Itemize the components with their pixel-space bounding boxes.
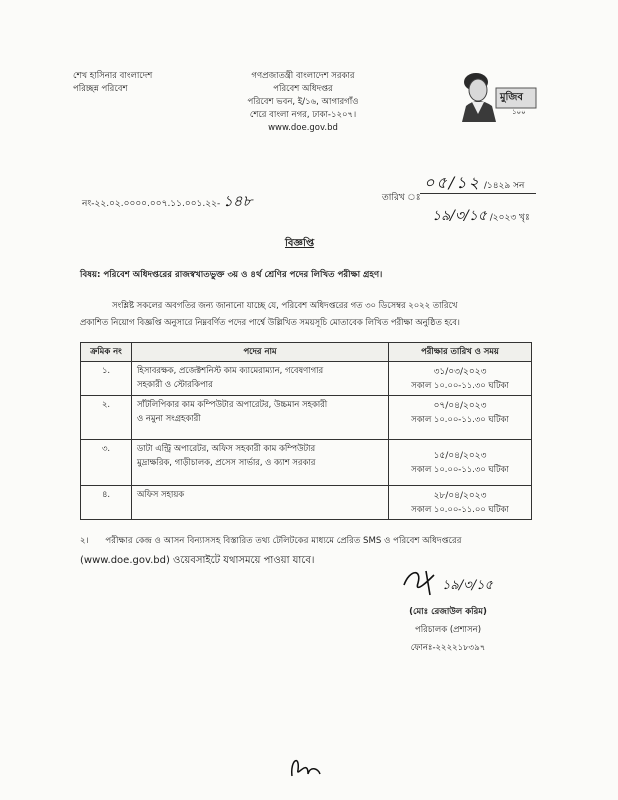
row-serial: ১. bbox=[81, 362, 132, 396]
post-line-2: ও নমুনা সংগ্রহকারী bbox=[137, 413, 201, 423]
table-row bbox=[81, 440, 532, 486]
row-post bbox=[132, 486, 389, 520]
header-address1: পরিবেশ ভবন, ই/১৬, আগারগাঁও bbox=[247, 97, 359, 107]
table-header-row bbox=[81, 343, 532, 362]
header-left-line1: শেখ হাসিনার বাংলাদেশ bbox=[73, 71, 153, 81]
header-left-line2: পরিচ্ছন্ন পরিবেশ bbox=[73, 84, 128, 94]
row-date-time bbox=[389, 396, 532, 440]
header-dept: পরিবেশ অধিদপ্তর bbox=[273, 84, 333, 94]
table-row bbox=[81, 362, 532, 396]
exam-time: সকাল ১০.০০-১১.৩০ ঘটিকা bbox=[411, 464, 509, 474]
exam-date: ০৭/০৪/২০২৩ bbox=[433, 401, 487, 411]
logo-text: মুজিব bbox=[500, 92, 523, 103]
header-govt: গণপ্রজাতন্ত্রী বাংলাদেশ সরকার bbox=[251, 71, 355, 81]
row-date-time bbox=[389, 440, 532, 486]
signatory-name: (মোঃ রেজাউল করিম) bbox=[409, 607, 487, 617]
signatory-phone: ফোনঃ-২২২২১৮৩৯৭ bbox=[410, 643, 486, 653]
date-greg-hand: ১৯/৩/১৫ bbox=[432, 208, 487, 224]
exam-date: ১৫/০৪/২০২৩ bbox=[433, 451, 487, 461]
para2-line2: (www.doe.gov.bd) ওয়েবসাইটে যথাসময়ে পাওয়া যাবে। bbox=[80, 555, 315, 566]
exam-schedule-table bbox=[80, 342, 532, 520]
memo-number-text: নং-২২.০২.০০০০.০০৭.১১.০০১.২২- bbox=[82, 199, 221, 209]
header-serial: ক্রমিক নং bbox=[81, 343, 132, 362]
exam-time: সকাল ১০.০০-১১.৩০ ঘটিকা bbox=[411, 414, 509, 424]
exam-date: ২৮/০৪/২০২৩ bbox=[433, 491, 487, 501]
mujib-100-logo bbox=[452, 62, 538, 128]
post-line-2: সহকারী ও স্টোরকিপার bbox=[137, 379, 213, 389]
header-date-time: পরীক্ষার তারিখ ও সময় bbox=[389, 343, 532, 362]
logo-subtext: ১০০ bbox=[512, 108, 526, 116]
header-left bbox=[73, 70, 152, 96]
post-line-1: ডাটা এন্ট্রি অপারেটর, অফিস সহকারী কাম কম্পিউটার bbox=[137, 443, 316, 453]
row-serial: ২. bbox=[81, 396, 132, 440]
memo-date-greg bbox=[432, 204, 582, 228]
signature-date-hand: ১৯/৩/১৫ bbox=[442, 578, 493, 593]
table-row bbox=[81, 486, 532, 520]
row-serial: ৩. bbox=[81, 440, 132, 486]
initial-scribble-icon bbox=[286, 750, 326, 780]
signatory-designation: পরিচালক (প্রশাসন) bbox=[414, 625, 482, 635]
row-date-time bbox=[389, 486, 532, 520]
portrait-icon bbox=[452, 62, 538, 128]
post-line-1: হিসাবরক্ষক, প্রজেক্টশনিস্ট কাম ক্যামেরাম্যান, গবেষণাগার bbox=[137, 365, 324, 375]
date-label: তারিখ ঃ bbox=[382, 193, 421, 203]
notice-paragraph-1 bbox=[80, 297, 540, 331]
date-bangla-suffix: /১৪২৯ সন bbox=[483, 181, 525, 191]
post-line-1: অফিস সহায়ক bbox=[137, 489, 185, 499]
memo-number-hand: ১৪৮ bbox=[223, 192, 253, 210]
post-line-2: মুদ্রাক্ষরিক, গাড়ীচালক, প্রসেস সার্ভার, ও ক্যাশ সরকার bbox=[137, 457, 316, 467]
table-row bbox=[81, 396, 532, 440]
date-greg-suffix: /২০২৩ খৃঃ bbox=[489, 213, 530, 223]
exam-time: সকাল ১০.০০-১১.০০ ঘটিকা bbox=[411, 504, 509, 514]
post-line-1: সাঁটলিপিকার কাম কম্পিউটার অপারেটর, উচ্চমান সহকারী bbox=[137, 399, 328, 409]
header-website: www.doe.gov.bd bbox=[268, 123, 338, 133]
para2-line1-text: পরীক্ষার কেন্দ্র ও আসন বিন্যাসসহ বিস্তারিত তথ্য টেলিটকের মাধ্যমে প্রেরিত SMS ও পরিবেশ অধিদপ্তরের bbox=[105, 536, 462, 546]
row-serial: ৪. bbox=[81, 486, 132, 520]
header-address2: শেরে বাংলা নগর, ঢাকা-১২০৭। bbox=[249, 110, 357, 120]
notice-title: বিজ্ঞপ্তি bbox=[285, 238, 315, 249]
memo-number bbox=[82, 190, 252, 215]
exam-time: সকাল ১০.০০-১১.৩০ ঘটিকা bbox=[411, 380, 509, 390]
row-post bbox=[132, 440, 389, 486]
date-bangla-hand: ০৫/১২ bbox=[424, 173, 481, 192]
para1-line1: সংশ্লিষ্ট সকলের অবগতির জন্য জানানো যাচ্ছে যে, পরিবেশ অধিদপ্তরের গত ৩০ ডিসেম্বর ২০২২ তারিখে bbox=[112, 300, 458, 310]
row-post bbox=[132, 362, 389, 396]
para2-line1 bbox=[80, 532, 550, 551]
para1-line2: প্রকাশিত নিয়োগ বিজ্ঞপ্তি অনুসারে নিম্নবর্ণিত পদের পার্শ্বে উল্লিখিত সময়সূচি মোতাবেক লিখিত পরীক্ষা অনুষ্ঠিত হবে। bbox=[80, 317, 460, 327]
row-date-time bbox=[389, 362, 532, 396]
date-divider bbox=[420, 193, 536, 194]
notice-subject: বিষয়: পরিবেশ অধিদপ্তরের রাজস্বখাতভুক্ত ৩য় ও ৪র্থ শ্রেণির পদের লিখিত পরীক্ষা গ্রহণ। bbox=[80, 270, 383, 280]
para2-number: ২। bbox=[80, 536, 89, 546]
exam-date: ৩১/০৩/২০২৩ bbox=[433, 367, 487, 377]
header-center bbox=[238, 70, 368, 135]
header-post: পদের নাম bbox=[132, 343, 389, 362]
row-post bbox=[132, 396, 389, 440]
